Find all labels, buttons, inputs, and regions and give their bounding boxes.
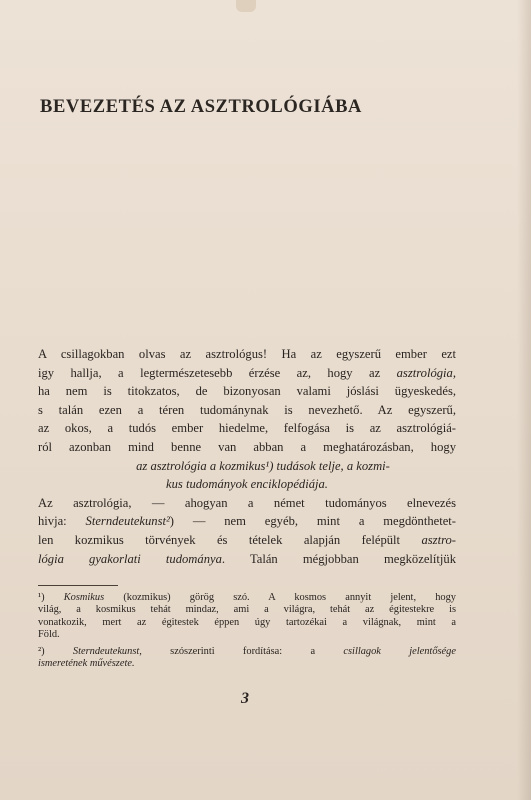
text-line: ha nem is titokzatos, de bizonyosan valami jóslási ügyeskedés,	[38, 384, 456, 399]
footnote-line: ismeretének művészete.	[38, 658, 135, 670]
text-line: az okos, a tudós ember hiedelme, felfogása is az asztrológiá-	[38, 421, 456, 436]
text-line: ról azonban mind benne van abban a meghatározásban, hogy	[38, 439, 456, 454]
text-line: len kozmikus törvények és tételek alapján felépült asztro-	[38, 532, 456, 547]
text-line: igy hallja, a legtermészetesebb érzése az, hogy az asztrológia,	[38, 365, 456, 380]
text-line: lógia gyakorlati tudománya. Talán mégjobban megközelítjük	[38, 551, 456, 566]
text-line: hivja: Sterndeutekunst²) — nem egyéb, mint a megdönthetet-	[38, 514, 456, 529]
definition-line: az asztrológia a kozmikus¹) tudások telje, a kozmi-	[136, 458, 390, 473]
main-text	[38, 345, 456, 568]
page-number: 3	[241, 690, 249, 707]
footnote-rule	[38, 585, 118, 586]
text-line: Az asztrológia, — ahogyan a német tudományos elnevezés	[38, 495, 456, 510]
definition-line: kus tudományok enciklopédiája.	[166, 477, 328, 492]
text-line: s talán ezen a téren tudománynak is nevezhető. Az egyszerű,	[38, 402, 456, 417]
footnote-line: vonatkozik, mert az égitestek éppen úgy tartozékai a világnak, mint a	[38, 616, 456, 628]
footnote-line: világ, a kosmikus tehát mindaz, ami a világra, tehát az égitestekre is	[38, 604, 456, 616]
footnotes	[38, 592, 456, 670]
footnote-line: Föld.	[38, 629, 60, 641]
paper-tab-mark	[236, 0, 256, 12]
page-title: BEVEZETÉS AZ ASZTROLÓGIÁBA	[40, 97, 362, 117]
footnote-2: ²) Sterndeutekunst, szószerinti fordítása: a csillagok jelentősége	[38, 645, 456, 657]
text-line: A csillagokban olvas az asztrológus! Ha az egyszerű ember ezt	[38, 347, 456, 361]
footnote-1: ¹) Kosmikus (kozmikus) görög szó. A kosmos annyit jelent, hogy	[38, 592, 456, 603]
